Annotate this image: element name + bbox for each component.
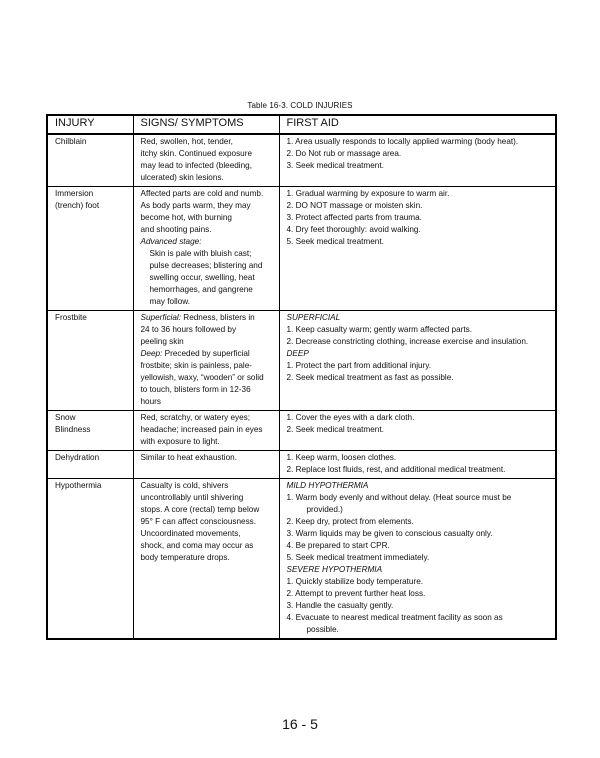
- injury-cell: [47, 134, 133, 187]
- table-header-row: [47, 115, 556, 134]
- injury-name: Frostbite: [55, 313, 87, 322]
- signs-line: shock, and coma may occur as: [140, 541, 254, 550]
- aid-step: 1. Area usually responds to locally applied warming (body heat).: [286, 137, 519, 146]
- injury-name: Immersion: [55, 189, 94, 198]
- aid-step-continuation: possible.: [306, 625, 339, 634]
- aid-step: 1. Keep casualty warm; gently warm affected parts.: [286, 325, 473, 334]
- header-signs-symptoms: SIGNS/ SYMPTOMS: [133, 115, 279, 134]
- signs-line: [141, 348, 274, 360]
- signs-cell: [133, 187, 279, 311]
- aid-subheading: SEVERE HYPOTHERMIA: [286, 565, 383, 574]
- aid-step: 2. Seek medical treatment as fast as possible.: [286, 373, 454, 382]
- aid-step: 2. Attempt to prevent further heat loss.: [286, 589, 426, 598]
- signs-line: pulse decreases; blistering and: [149, 261, 263, 270]
- aid-step: 4. Be prepared to start CPR.: [286, 541, 390, 550]
- signs-line: to touch, blisters form in 12-36: [140, 385, 251, 394]
- first-aid-cell: [279, 311, 556, 411]
- aid-step: 2. Do Not rub or massage area.: [286, 149, 402, 158]
- injury-cell: [47, 411, 133, 451]
- signs-line: hemorrhages, and gangrene: [149, 285, 253, 294]
- signs-line: ulcerated) skin lesions.: [140, 173, 224, 182]
- signs-line: Affected parts are cold and numb.: [140, 189, 264, 198]
- signs-line: frostbite; skin is painless, pale-: [140, 361, 252, 370]
- table-row-frostbite: [47, 311, 556, 411]
- signs-line: yellowish, waxy, “wooden” or solid: [140, 373, 264, 382]
- injury-name: Hypothermia: [55, 481, 102, 490]
- signs-line: itchy skin. Continued exposure: [140, 149, 253, 158]
- aid-step: 5. Seek medical treatment.: [286, 237, 384, 246]
- first-aid-cell: [279, 479, 556, 640]
- signs-cell: [133, 451, 279, 479]
- signs-line: with exposure to light.: [140, 437, 220, 446]
- signs-subheading: Superficial:: [140, 313, 182, 322]
- injury-cell: [47, 479, 133, 640]
- injury-cell: [47, 187, 133, 311]
- aid-step: 4. Dry feet thoroughly: avoid walking.: [286, 225, 421, 234]
- aid-step: 3. Warm liquids may be given to conscious casualty only.: [286, 529, 493, 538]
- signs-line: hours: [140, 397, 161, 406]
- signs-subheading: Advanced stage:: [140, 237, 202, 246]
- aid-step: 3. Seek medical treatment.: [286, 161, 384, 170]
- injury-name: Dehydration: [55, 453, 100, 462]
- signs-line: swelling occur, swelling, heat: [149, 273, 255, 282]
- aid-step: 1. Protect the part from additional injury.: [286, 361, 432, 370]
- signs-line: Casualty is cold, shivers: [140, 481, 229, 490]
- signs-line: Similar to heat exhaustion.: [140, 453, 237, 462]
- table-row-immersion-foot: [47, 187, 556, 311]
- signs-line: 24 to 36 hours followed by: [140, 325, 237, 334]
- signs-line: peeling skin: [140, 337, 184, 346]
- signs-line: 95° F can affect consciousness.: [140, 517, 257, 526]
- table-row-snow-blindness: [47, 411, 556, 451]
- table-row-dehydration: [47, 451, 556, 479]
- aid-step: 5. Seek medical treatment immediately.: [286, 553, 430, 562]
- signs-line: headache; increased pain in eyes: [140, 425, 263, 434]
- signs-cell: [133, 134, 279, 187]
- table-row-hypothermia: [47, 479, 556, 640]
- signs-text: Preceded by superficial: [162, 349, 250, 358]
- signs-line: stops. A core (rectal) temp below: [140, 505, 260, 514]
- signs-cell: [133, 311, 279, 411]
- first-aid-cell: [279, 411, 556, 451]
- aid-step: 1. Keep warm, loosen clothes.: [286, 453, 397, 462]
- injury-name: Snow: [55, 413, 76, 422]
- aid-step: 2. Replace lost fluids, rest, and additional medical treatment.: [286, 465, 506, 474]
- aid-step: 2. DO NOT massage or moisten skin.: [286, 201, 423, 210]
- header-first-aid: FIRST AID: [279, 115, 556, 134]
- signs-line: Red, swollen, hot, tender,: [140, 137, 233, 146]
- injury-cell: [47, 311, 133, 411]
- signs-line: Uncoordinated movements,: [140, 529, 241, 538]
- signs-subheading: Deep:: [140, 349, 163, 358]
- aid-subheading: DEEP: [286, 349, 309, 358]
- header-injury: INJURY: [47, 115, 133, 134]
- signs-line: become hot, with burning: [140, 213, 232, 222]
- aid-step: 2. Seek medical treatment.: [286, 425, 384, 434]
- aid-step: 2. Keep dry, protect from elements.: [286, 517, 414, 526]
- signs-line: and shooting pains.: [140, 225, 212, 234]
- aid-step: 3. Protect affected parts from trauma.: [286, 213, 422, 222]
- aid-step-continuation: provided.): [306, 505, 343, 514]
- signs-line: [141, 312, 274, 324]
- signs-line: may lead to infected (bleeding,: [140, 161, 253, 170]
- injury-name: Blindness: [55, 425, 91, 434]
- signs-line: body temperature drops.: [140, 553, 230, 562]
- signs-cell: [133, 479, 279, 640]
- aid-step: 1. Gradual warming by exposure to warm air.: [286, 189, 450, 198]
- signs-line: Red, scratchy, or watery eyes;: [140, 413, 251, 422]
- signs-line: Skin is pale with bluish cast;: [149, 249, 252, 258]
- signs-text: Redness, blisters in: [181, 313, 255, 322]
- signs-line: As body parts warm, they may: [140, 201, 251, 210]
- cold-injuries-table: [46, 114, 557, 640]
- first-aid-cell: [279, 187, 556, 311]
- aid-step: 1. Cover the eyes with a dark cloth.: [286, 413, 415, 422]
- aid-step: 1. Warm body evenly and without delay. (Heat source must be: [286, 493, 512, 502]
- injury-cell: [47, 451, 133, 479]
- aid-subheading: SUPERFICIAL: [286, 313, 341, 322]
- signs-cell: [133, 411, 279, 451]
- aid-step: 1. Quickly stabilize body temperature.: [286, 577, 424, 586]
- table-row-chilblain: [47, 134, 556, 187]
- injury-name: Chilblain: [55, 137, 87, 146]
- first-aid-cell: [279, 134, 556, 187]
- page-number: 16 - 5: [282, 716, 318, 732]
- signs-line: uncontrollably until shivering: [140, 493, 244, 502]
- table-caption: Table 16-3. COLD INJURIES: [247, 101, 353, 110]
- aid-step: 3. Handle the casualty gently.: [286, 601, 394, 610]
- signs-line: may follow.: [149, 297, 190, 306]
- aid-step: 2. Decrease constricting clothing, increase exercise and insulation.: [286, 337, 529, 346]
- first-aid-cell: [279, 451, 556, 479]
- injury-name: (trench) foot: [55, 201, 100, 210]
- aid-step: 4. Evacuate to nearest medical treatment facility as soon as: [286, 613, 503, 622]
- aid-subheading: MILD HYPOTHERMIA: [286, 481, 369, 490]
